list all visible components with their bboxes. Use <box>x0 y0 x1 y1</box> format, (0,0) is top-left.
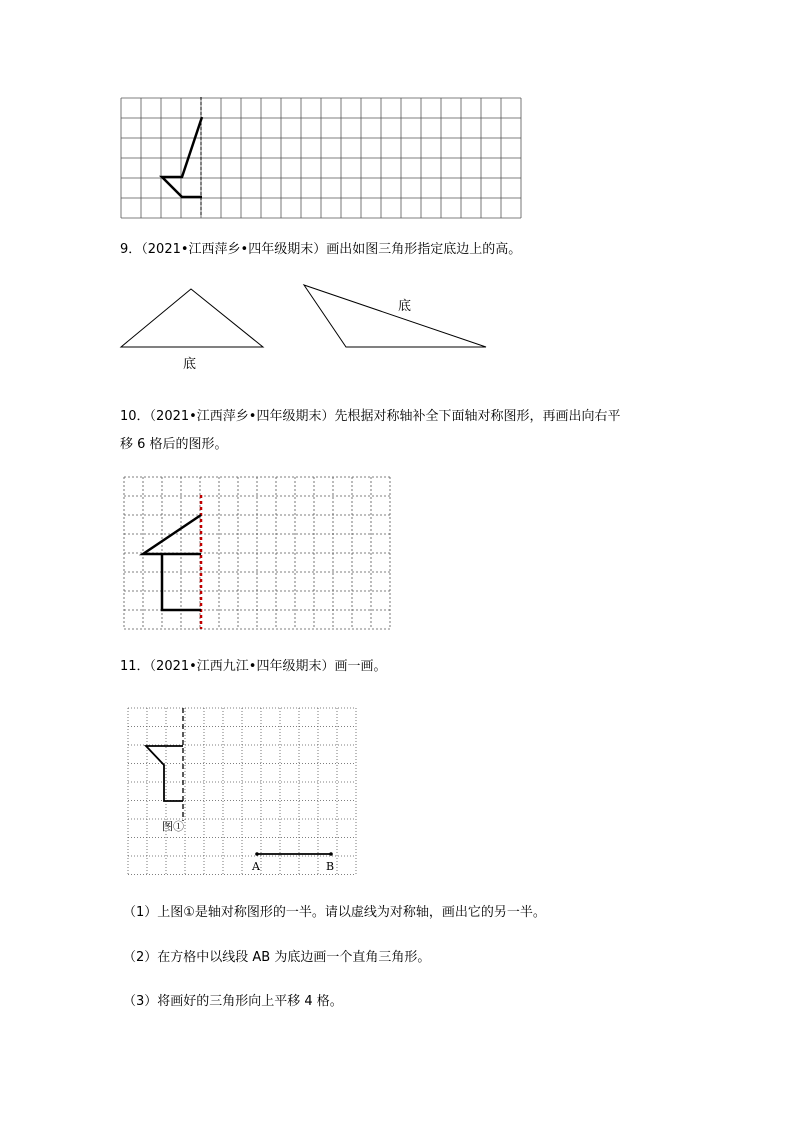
triangles-figure <box>118 282 490 377</box>
half-figure <box>162 117 202 197</box>
q10-grid-figure <box>122 477 392 632</box>
question-number: 11． <box>120 659 150 674</box>
point-b-dot <box>329 852 333 856</box>
half-figure <box>146 746 183 801</box>
left-base-label: 底 <box>183 357 197 372</box>
point-a-dot <box>255 852 259 856</box>
subquestion-2: （2）在方格中以线段 AB 为底边画一个直角三角形。 <box>123 950 431 965</box>
top-grid-figure <box>120 97 524 219</box>
question-number: 9． <box>120 242 142 257</box>
left-triangle <box>121 289 263 347</box>
grid-lines <box>128 708 356 875</box>
point-b-label: B <box>326 860 335 873</box>
point-a-label: A <box>252 860 260 873</box>
right-triangle <box>304 285 486 347</box>
subquestion-1: （1）上图①是轴对称图形的一半。请以虚线为对称轴，画出它的另一半。 <box>123 905 546 920</box>
figure-label: 图① <box>162 820 184 833</box>
question-text-line1: （2021•江西萍乡•四年级期末）先根据对称轴补全下面轴对称图形，再画出向右平 <box>149 409 621 424</box>
q11-grid-figure <box>126 706 368 876</box>
question-11 <box>120 658 386 676</box>
question-9 <box>120 241 521 259</box>
half-figure-body <box>162 554 201 610</box>
question-text: （2021•江西萍乡•四年级期末）画出如图三角形指定底边上的高。 <box>141 242 522 257</box>
half-figure <box>143 515 201 554</box>
question-text-line2: 移 6 格后的图形。 <box>120 437 228 452</box>
subquestion-3: （3）将画好的三角形向上平移 4 格。 <box>123 994 343 1009</box>
question-10 <box>120 408 620 454</box>
right-base-label: 底 <box>398 299 412 314</box>
grid-lines <box>121 98 521 218</box>
question-number: 10． <box>120 409 150 424</box>
question-text: （2021•江西九江•四年级期末）画一画。 <box>149 659 387 674</box>
